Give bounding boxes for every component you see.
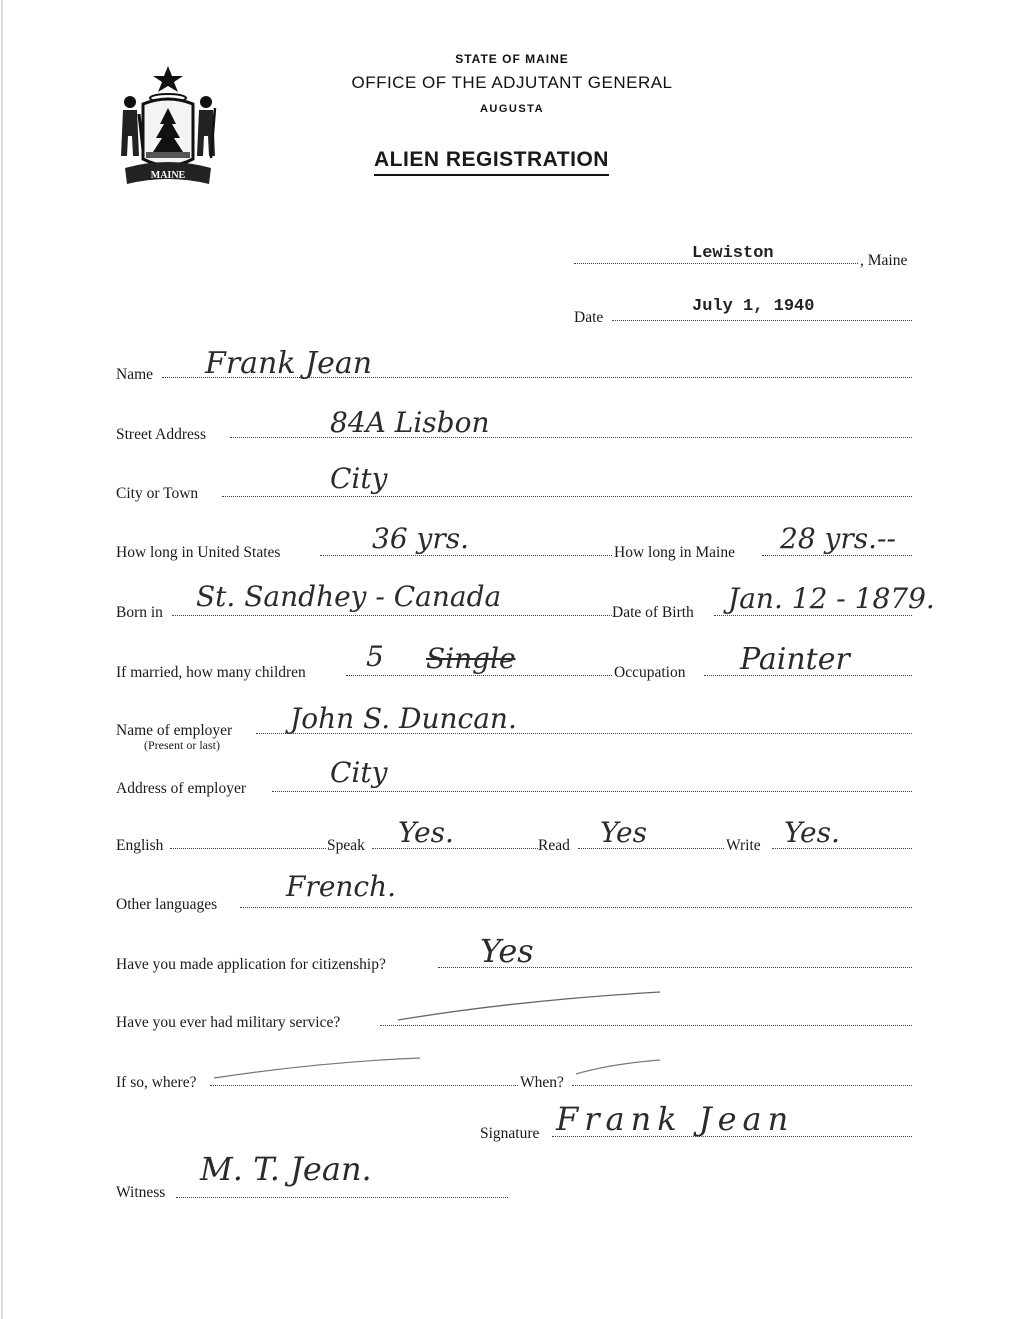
witness-value[interactable]: M. T. Jean.: [200, 1150, 372, 1188]
place-value[interactable]: Lewiston: [692, 244, 774, 263]
city-label: City or Town: [116, 485, 199, 502]
witness-label: Witness: [116, 1184, 166, 1201]
maine-length-label: How long in Maine: [614, 544, 735, 561]
english-line: [170, 848, 326, 849]
occupation-value[interactable]: Painter: [740, 642, 850, 677]
where-line: [210, 1085, 518, 1086]
witness-line: [176, 1197, 508, 1198]
seal-ribbon-text: MAINE: [150, 170, 186, 181]
street-value[interactable]: 84A Lisbon: [330, 406, 490, 439]
speak-label: Speak: [327, 837, 365, 854]
when-line: [572, 1085, 912, 1086]
city-line: [222, 496, 912, 497]
header-city: AUGUSTA: [479, 103, 545, 115]
children-struck-value: Single: [426, 642, 516, 675]
header-office: OFFICE OF THE ADJUTANT GENERAL: [351, 73, 673, 92]
born-line: [172, 615, 612, 616]
employer-sublabel: (Present or last): [144, 738, 220, 752]
born-value[interactable]: St. Sandhey - Canada: [196, 580, 502, 613]
employer-label: Name of employer: [116, 722, 233, 739]
occupation-label: Occupation: [614, 664, 686, 681]
dob-line: [714, 615, 912, 616]
speak-value[interactable]: Yes.: [398, 816, 454, 849]
state-seal-icon: [113, 64, 223, 190]
us-length-line: [320, 555, 612, 556]
write-label: Write: [726, 837, 761, 854]
children-line: [346, 675, 612, 676]
when-label: When?: [520, 1074, 564, 1091]
employer-address-line: [272, 791, 912, 792]
maine-length-line: [762, 555, 912, 556]
name-value[interactable]: Frank Jean: [205, 346, 373, 381]
write-value[interactable]: Yes.: [784, 816, 840, 849]
us-length-label: How long in United States: [116, 544, 281, 561]
date-label: Date: [574, 309, 604, 326]
speak-line: [372, 848, 538, 849]
english-label: English: [116, 837, 164, 854]
signature-label: Signature: [480, 1125, 540, 1142]
employer-value[interactable]: John S. Duncan.: [290, 702, 517, 735]
date-line: [612, 320, 912, 321]
employer-address-value[interactable]: City: [330, 756, 388, 789]
where-label: If so, where?: [116, 1074, 197, 1091]
other-languages-line: [240, 907, 912, 908]
place-suffix: , Maine: [860, 252, 908, 269]
dob-label: Date of Birth: [612, 604, 694, 621]
city-value[interactable]: City: [330, 462, 388, 495]
military-label: Have you ever had military service?: [116, 1014, 341, 1031]
citizenship-label: Have you made application for citizenship?: [116, 956, 386, 973]
form-title: ALIEN REGISTRATION: [374, 148, 609, 176]
street-label: Street Address: [116, 426, 206, 443]
us-length-value[interactable]: 36 yrs.: [372, 522, 470, 555]
other-languages-label: Other languages: [116, 896, 218, 913]
signature-value[interactable]: Frank Jean: [556, 1100, 795, 1138]
children-label: If married, how many children: [116, 664, 306, 681]
citizenship-value[interactable]: Yes: [480, 932, 534, 970]
born-label: Born in: [116, 604, 163, 621]
read-value[interactable]: Yes: [600, 816, 647, 849]
place-line: [574, 263, 858, 264]
header-state: STATE OF MAINE: [455, 52, 569, 66]
other-languages-value[interactable]: French.: [286, 870, 397, 903]
children-value[interactable]: 5: [366, 640, 384, 673]
military-line: [380, 1025, 912, 1026]
maine-length-value[interactable]: 28 yrs.--: [780, 522, 896, 555]
name-label: Name: [116, 366, 154, 383]
dob-value[interactable]: Jan. 12 - 1879.: [728, 582, 935, 615]
date-value[interactable]: July 1, 1940: [692, 297, 815, 316]
employer-address-label: Address of employer: [116, 780, 246, 797]
read-label: Read: [538, 837, 570, 854]
